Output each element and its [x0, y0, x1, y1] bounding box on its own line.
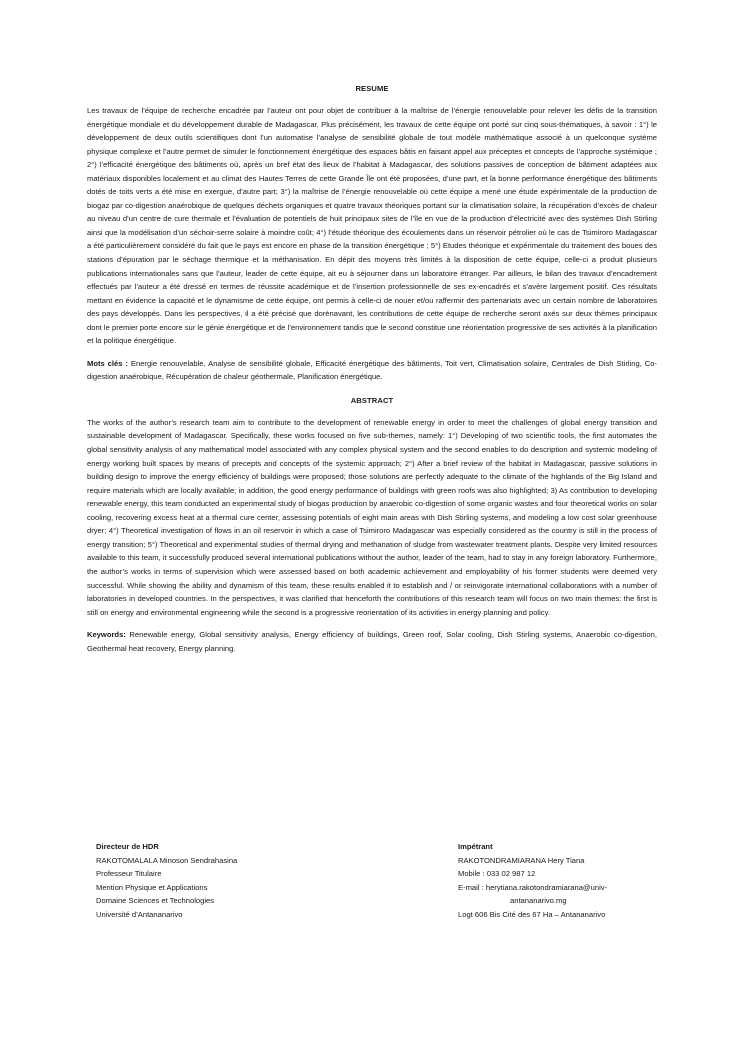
director-university: Université d’Antananarivo — [96, 909, 183, 919]
candidate-signature — [458, 840, 658, 921]
resume-keywords-text: Energie renouvelable, Analyse de sensibilité globale, Efficacité énergétique des bâtiments, Toit vert, Climatisation solaire, Centrales de Dish Stirling, Co-digestion anaérobique, Récupération de chaleur géothermale, Planification énergétique. — [87, 358, 657, 382]
candidate-heading: Impétrant — [458, 842, 493, 851]
candidate-mobile: Mobile : 033 02 987 12 — [458, 869, 536, 878]
abstract-title: ABSTRACT — [350, 395, 394, 405]
candidate-address: Logt 606 Bis Cité des 67 Ha – Antananarivo — [458, 909, 606, 919]
abstract-keywords-text: Renewable energy, Global sensitivity analysis, Energy efficiency of buildings, Green roof, Solar cooling, Dish Stirling systems, Anaerobic co-digestion, Geothermal heat recovery, Energy planning. — [87, 630, 657, 653]
abstract-body: The works of the author’s research team aim to contribute to the development of renewable energy in order to meet the challenges of global energy transition and sustainable development of Madagascar. Specifically, these works focused on five sub-themes, namely: 1°) Developing of two scientific tools, the first automates the global sensitivity analysis of any mathematical model associated with any complex physical system and the second enables to do description and systemic modeling of energy working built spaces by means of precepts and concepts of the systemic approach; 2°) After a brief review of the habitat in Madagascar, passive solutions in building design to improve the energy efficiency of buildings were proposed; those solutions are perfectly adequate to the climate of the highlands of the Big Island and require materials which are locally available; in addition, the good energy performance of buildings with green roofs was also highlighted; 3) As contribution to developing renewable energy, this team conducted an experimental study of biogas production by anaerobic co-digestion of some organic wastes and four theoretical works on solar cooling, recovering excess heat at a thermal cure center, assessing potentials of eight main areas with Dish Stirling systems, and modeling a low cost solar greenhouse dryer; 4°) Theoretical investigation of flows in an oil reservoir in which a case of Tsimiroro Madagascar was especially considered as the country is still in the process of energy transition; 5°) Theoretical and experimental studies of thermal drying and methanation of sludge from wastewater treatment plants. Despite very limited resources available to this team, it successfully produced several international publications without the author, leader of the team, had to stay in any foreign laboratory. Furthermore, the author’s works in terms of supervision which were assessed based on both academic achievement and employability of his former students were deemed very successful. While showing the ability and dynamism of this team, these results enabled it to establish and / or reinvigorate international collaborations with a number of laboratories in developed countries. In the perspectives, it was clarified that henceforth the contributions of this research team will focus on two main themes: the first is still on energy and environmental engineering while the second is a progressive reorientation of its activities in energy planning and policy. — [87, 417, 657, 617]
director-signature — [96, 840, 237, 921]
document-page — [87, 84, 657, 655]
resume-body: Les travaux de l’équipe de recherche encadrée par l’auteur ont pour objet de contribuer à la maîtrise de l’énergie renouvelable pour relever les défis de la transition énergétique mondiale et du développement durable de Madagascar. Plus précisément, les travaux de cette équipe ont porté sur cinq sous-thématiques, à savoir : 1°) le développement de deux outils scientifiques dont l’un automatise l’analyse de sensibilité globale de tout modèle mathématique associé à un quelconque système physique complexe et l’autre permet de simuler le fonctionnement énergétique des espaces bâtis en faisant appel aux préceptes et concepts de l’approche systémique ; 2°) l’efficacité énergétique des bâtiments où, après un bref état des lieux de l’habitat à Madagascar, des solutions passives de conception de bâtiment adaptées aux matériaux disponibles localement et au climat des Hautes Terres de cette Grande Île ont été proposées, d’une part, et la bonne performance énergétique des bâtiments dotés de toits verts a été mise en exergue, d’autre part; 3°) la maîtrise de l’énergie renouvelable où cette équipe a mené une étude expérimentale de la production de biogaz par co-digestion anaérobique de quelques déchets organiques et quatre travaux théoriques portant sur la climatisation solaire, la récupération d’excès de chaleur au niveau d’un centre de cure thermale et l’évaluation de potentiels de huit principaux sites de l’île en vue de la production d’électricité avec des systèmes Dish Stirling ainsi que la modélisation d’un séchoir-serre solaire à moindre coût; 4°) l’étude théorique des écoulements dans un réservoir pétrolier où le cas de Tsimiroro Madagascar a été particulièrement considéré du fait que le pays est encore en phase de la transition énergétique ; 5°) Etudes théorique et expérimentale du traitement des boues des stations d’épuration par le séchage thermique et la méthanisation. En dépit des moyens très limités à la disposition de cette équipe, celle-ci a produit plusieurs publications internationales sans que l’auteur, leader de cette équipe, ait eu à séjourner dans un laboratoire étranger. Par ailleurs, le bilan des travaux d’encadrement effectués par l’auteur a été dressé en termes de réussite académique et de l’insertion professionnelle de ses ex-encadrés et s’avère largement positif. Ces résultats mettant en évidence la capacité et le dynamisme de cette équipe, ont permis à celle-ci de nouer et/ou raffermir des partenariats avec un certain nombre de laboratoires des pays développés. Dans les perspectives, il a été précisé que dorénavant, les contributions de cette équipe de recherche seront axés sur deux thèmes principaux dont le premier porte encore sur le génie énergétique et de l’environnement tandis que le second constitue une réorientation progressive de ses activités à la planification et la politique énergétique. — [87, 106, 657, 346]
director-mention: Mention Physique et Applications — [96, 882, 208, 892]
resume-keywords-label: Mots clés : — [87, 358, 128, 368]
abstract-keywords — [87, 628, 657, 655]
candidate-email[interactable]: E-mail : herytiana.rakotondramiarana@univ- — [458, 882, 608, 892]
director-rank: Professeur Titulaire — [96, 869, 162, 878]
director-name: RAKOTOMALALA Minoson Sendrahasina — [96, 855, 238, 865]
resume-title: RESUME — [355, 84, 389, 93]
candidate-name: RAKOTONDRAMIARANA Hery Tiana — [458, 855, 585, 865]
resume-keywords — [87, 357, 657, 384]
abstract-keywords-label: Keywords: — [87, 630, 126, 640]
candidate-email-continued[interactable]: antananarivo.mg — [510, 896, 567, 905]
director-heading: Directeur de HDR — [96, 842, 159, 851]
director-domain: Domaine Sciences et Technologies — [96, 896, 215, 905]
